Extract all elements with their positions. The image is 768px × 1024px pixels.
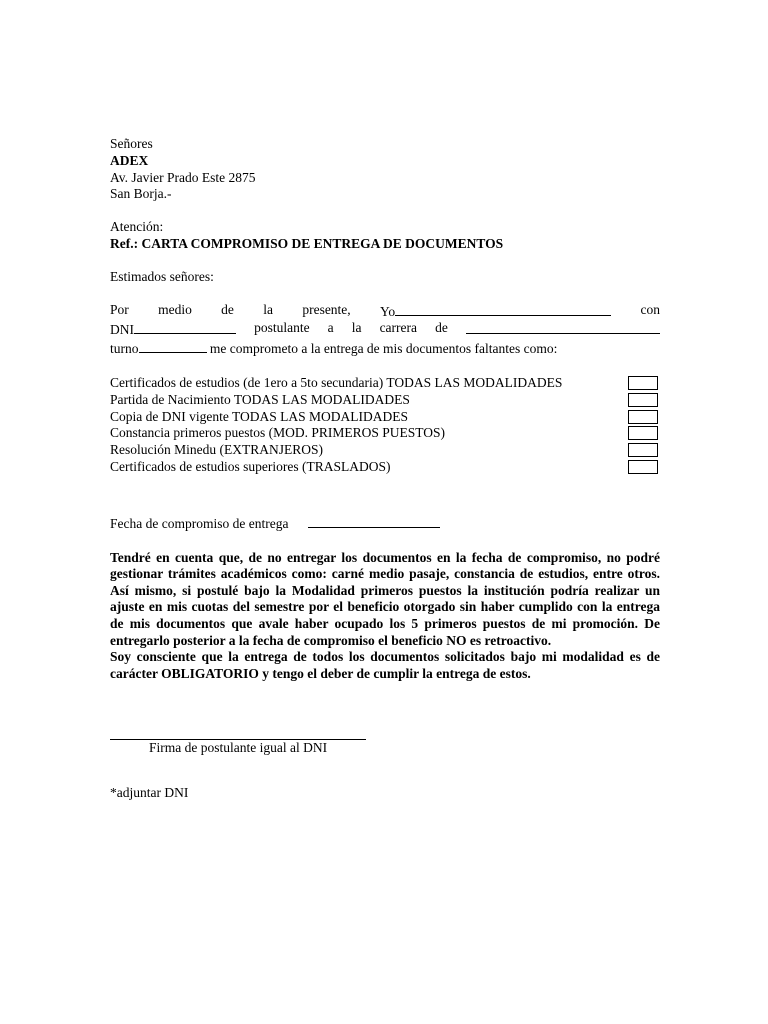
document-checkbox[interactable]: [628, 376, 658, 390]
document-item: [110, 392, 660, 409]
company-district: San Borja.-: [110, 186, 172, 202]
career-blank[interactable]: [466, 320, 660, 334]
salutation-header: Señores: [110, 136, 153, 151]
commitment-text: me comprometo a la entrega de mis documentos faltantes como:: [209, 341, 558, 357]
notice-paragraph-1: Tendré en cuenta que, de no entregar los documentos en la fecha de compromiso, no podré gestionar trámites académicos como: carné medio pasaje, constancia de estudios, entre otros. Así mismo, si postulé bajo la Modalidad primeros puestos la institución podría realizar un ajuste en mis cuotas del semestre por el beneficio otorgado sin haber cumplido con la entrega de mis documentos que avale haber ocupado los 5 primeros puestos de mi promoción. De entregarlo posterior a la fecha de compromiso el beneficio NO es retroactivo.: [110, 549, 660, 648]
document-item: [110, 375, 660, 392]
document-label: Partida de Nacimiento TODAS LAS MODALIDADES: [110, 391, 410, 407]
intro-word: de: [221, 301, 234, 317]
delivery-date-label: Fecha de compromiso de entrega: [110, 515, 289, 531]
intro-word: la: [351, 320, 362, 336]
name-blank[interactable]: [395, 302, 611, 316]
reference-line: [110, 236, 660, 253]
reference-subject: CARTA COMPROMISO DE ENTREGA DE DOCUMENTOS: [141, 235, 504, 251]
document-label: Certificados de estudios (de 1ero a 5to secundaria) TODAS LAS MODALIDADES: [110, 374, 563, 390]
document-item: [110, 442, 660, 459]
company-name: ADEX: [110, 152, 149, 168]
document-label: Resolución Minedu (EXTRANJEROS): [110, 442, 323, 458]
intro-word: carrera: [379, 320, 418, 336]
turno-label: turno: [110, 341, 139, 357]
document-item: [110, 409, 660, 426]
notice-paragraph-2: Soy consciente que la entrega de todos los documentos solicitados bajo mi modalidad es de carácter OBLIGATORIO y tengo el deber de cumplir la entrega de estos.: [110, 649, 660, 681]
attention-label: Atención:: [110, 219, 164, 235]
document-label: Constancia primeros puestos (MOD. PRIMEROS PUESTOS): [110, 425, 446, 441]
greeting: Estimados señores:: [110, 268, 214, 284]
intro-word: a: [327, 320, 334, 336]
turno-field[interactable]: [110, 341, 207, 356]
turno-blank[interactable]: [139, 339, 207, 353]
delivery-date-blank[interactable]: [308, 514, 440, 528]
document-checkbox[interactable]: [628, 460, 658, 474]
footnote: *adjuntar DNI: [110, 785, 189, 801]
document-item: [110, 425, 660, 442]
document-label: Certificados de estudios superiores (TRASLADOS): [110, 458, 391, 474]
notice-text: [110, 550, 660, 683]
intro-word: postulante: [254, 320, 310, 336]
document-label: Copia de DNI vigente TODAS LAS MODALIDADES: [110, 408, 408, 424]
document-checkbox[interactable]: [628, 393, 658, 407]
reference-label: Ref.:: [110, 235, 139, 251]
intro-word: con: [640, 301, 660, 317]
company-address: Av. Javier Prado Este 2875: [110, 169, 256, 185]
intro-word: de: [435, 320, 448, 336]
signature-label: Firma de postulante igual al DNI: [149, 740, 328, 756]
delivery-date-line: [110, 514, 660, 533]
dni-label: DNI: [110, 322, 134, 338]
document-item: [110, 459, 660, 476]
intro-word: medio: [158, 301, 192, 317]
document-checkbox[interactable]: [628, 426, 658, 440]
yo-label: Yo: [380, 303, 396, 319]
document-checkbox[interactable]: [628, 410, 658, 424]
intro-line-3: [110, 339, 660, 358]
document-checkbox[interactable]: [628, 443, 658, 457]
intro-line-2: [110, 320, 660, 339]
name-field[interactable]: [380, 302, 611, 321]
dni-blank[interactable]: [134, 320, 236, 334]
intro-word: presente,: [302, 301, 351, 317]
letter-body: [110, 136, 660, 802]
intro-word: la: [263, 301, 273, 317]
documents-checklist: [110, 375, 660, 476]
intro-line-1: [110, 302, 660, 321]
intro-word: Por: [110, 301, 129, 317]
dni-field[interactable]: [110, 320, 236, 339]
